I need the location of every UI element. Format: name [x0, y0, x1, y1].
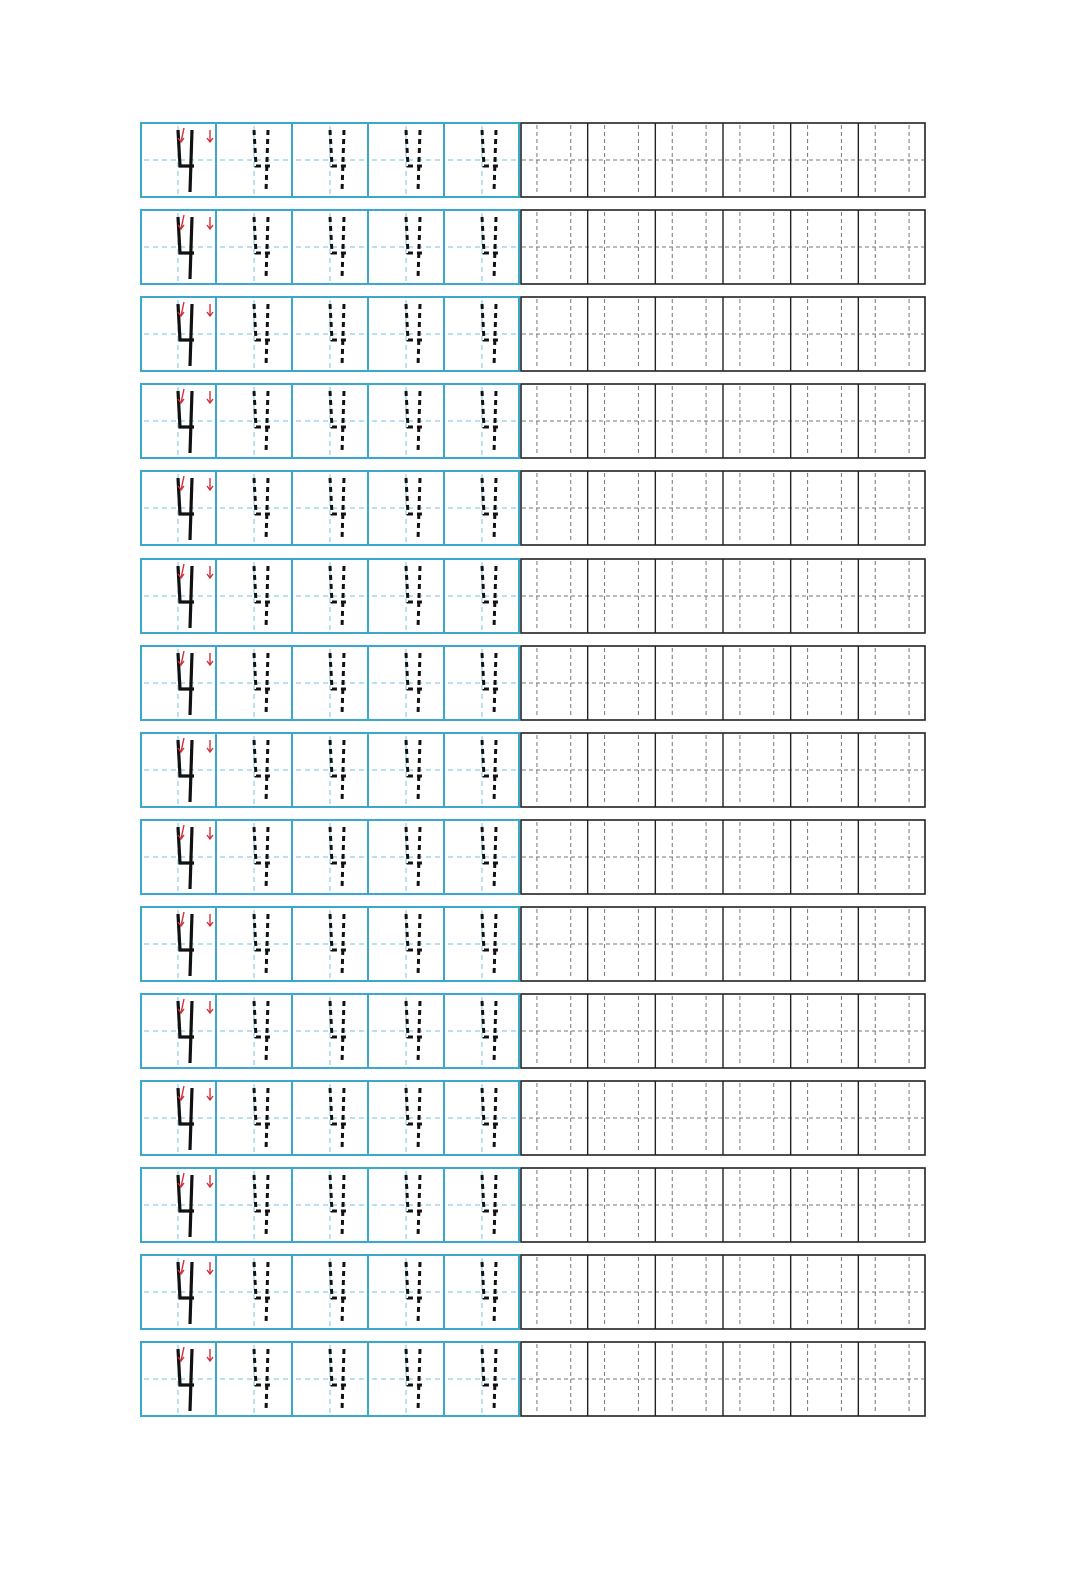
trace-cell[interactable]	[220, 1084, 288, 1152]
red-down-arrow-icon	[207, 566, 213, 578]
trace-digit-4	[254, 827, 270, 889]
trace-digit-4	[406, 653, 422, 715]
practice-row	[140, 819, 926, 895]
red-down-arrow-icon	[207, 1175, 213, 1187]
trace-digit-4	[254, 130, 270, 192]
model-cells	[140, 383, 520, 459]
trace-cell[interactable]	[448, 387, 516, 455]
model-cell	[144, 126, 213, 194]
trace-cell[interactable]	[296, 910, 364, 978]
practice-row	[140, 645, 926, 721]
trace-digit-4	[482, 130, 498, 192]
model-cell	[144, 823, 213, 891]
blank-writing-cells	[520, 819, 926, 895]
blank-writing-cells	[520, 645, 926, 721]
trace-digit-4	[482, 391, 498, 453]
trace-digit-4	[482, 566, 498, 628]
model-digit-4	[178, 1349, 194, 1411]
trace-digit-4	[254, 1088, 270, 1150]
model-cell	[144, 649, 213, 717]
model-digit-4	[178, 1175, 194, 1237]
trace-cell[interactable]	[296, 1345, 364, 1413]
model-cell	[144, 1258, 213, 1326]
trace-cell[interactable]	[448, 300, 516, 368]
model-cell	[144, 910, 213, 978]
trace-digit-4	[254, 1175, 270, 1237]
blank-writing-cells	[520, 1341, 926, 1417]
red-down-arrow-icon	[207, 653, 213, 665]
trace-digit-4	[330, 1262, 346, 1324]
trace-cell[interactable]	[220, 474, 288, 542]
model-digit-4	[178, 1088, 194, 1150]
model-cell	[144, 997, 213, 1065]
trace-cell[interactable]	[372, 649, 440, 717]
trace-cell[interactable]	[296, 300, 364, 368]
trace-cell[interactable]	[372, 213, 440, 281]
trace-cell[interactable]	[220, 300, 288, 368]
red-down-arrow-icon	[207, 391, 213, 403]
trace-digit-4	[330, 217, 346, 279]
blank-writing-cells	[520, 558, 926, 634]
trace-digit-4	[482, 304, 498, 366]
trace-cell[interactable]	[372, 474, 440, 542]
blank-writing-cells	[520, 1254, 926, 1330]
practice-row	[140, 558, 926, 634]
model-digit-4	[178, 478, 194, 540]
trace-digit-4	[254, 566, 270, 628]
model-cells	[140, 645, 520, 721]
practice-row	[140, 1341, 926, 1417]
trace-digit-4	[482, 740, 498, 802]
trace-cell[interactable]	[448, 1258, 516, 1326]
model-cell	[144, 1084, 213, 1152]
model-digit-4	[178, 827, 194, 889]
trace-digit-4	[482, 914, 498, 976]
model-cells	[140, 1341, 520, 1417]
practice-row	[140, 470, 926, 546]
trace-cell[interactable]	[448, 213, 516, 281]
trace-cell[interactable]	[372, 300, 440, 368]
trace-cell[interactable]	[448, 474, 516, 542]
blank-writing-cells	[520, 993, 926, 1069]
red-down-arrow-icon	[207, 740, 213, 752]
model-cells	[140, 819, 520, 895]
trace-digit-4	[254, 1262, 270, 1324]
model-cells	[140, 993, 520, 1069]
practice-row	[140, 209, 926, 285]
trace-digit-4	[330, 914, 346, 976]
trace-cell[interactable]	[372, 562, 440, 630]
trace-digit-4	[406, 391, 422, 453]
trace-cell[interactable]	[220, 562, 288, 630]
red-down-arrow-icon	[207, 1001, 213, 1013]
trace-digit-4	[330, 740, 346, 802]
trace-digit-4	[330, 1175, 346, 1237]
trace-cell[interactable]	[296, 823, 364, 891]
trace-digit-4	[406, 740, 422, 802]
trace-cell[interactable]	[296, 1084, 364, 1152]
trace-digit-4	[406, 130, 422, 192]
trace-cell[interactable]	[448, 126, 516, 194]
model-cell	[144, 474, 213, 542]
trace-digit-4	[482, 653, 498, 715]
trace-cell[interactable]	[296, 649, 364, 717]
trace-digit-4	[482, 1001, 498, 1063]
trace-digit-4	[406, 827, 422, 889]
trace-cell[interactable]	[372, 910, 440, 978]
red-down-arrow-icon	[207, 217, 213, 229]
trace-digit-4	[254, 1001, 270, 1063]
red-down-arrow-icon	[207, 130, 213, 142]
trace-digit-4	[254, 391, 270, 453]
model-digit-4	[178, 1001, 194, 1063]
trace-cell[interactable]	[372, 1171, 440, 1239]
trace-cell[interactable]	[448, 1345, 516, 1413]
model-digit-4	[178, 1262, 194, 1324]
red-down-arrow-icon	[207, 304, 213, 316]
trace-cell[interactable]	[220, 649, 288, 717]
model-cell	[144, 562, 213, 630]
practice-row	[140, 296, 926, 372]
trace-digit-4	[406, 914, 422, 976]
trace-cell[interactable]	[296, 736, 364, 804]
trace-digit-4	[254, 1349, 270, 1411]
practice-row	[140, 122, 926, 198]
trace-digit-4	[254, 217, 270, 279]
trace-cell[interactable]	[296, 126, 364, 194]
trace-digit-4	[330, 391, 346, 453]
trace-cell[interactable]	[220, 997, 288, 1065]
practice-row	[140, 1080, 926, 1156]
model-cells	[140, 122, 520, 198]
trace-cell[interactable]	[372, 126, 440, 194]
trace-digit-4	[406, 1088, 422, 1150]
trace-cell[interactable]	[296, 562, 364, 630]
blank-writing-cells	[520, 906, 926, 982]
model-cell	[144, 736, 213, 804]
trace-cell[interactable]	[220, 910, 288, 978]
trace-digit-4	[482, 1175, 498, 1237]
trace-digit-4	[330, 130, 346, 192]
trace-cell[interactable]	[220, 1258, 288, 1326]
trace-digit-4	[330, 1001, 346, 1063]
trace-digit-4	[406, 566, 422, 628]
trace-cell[interactable]	[296, 387, 364, 455]
trace-digit-4	[482, 478, 498, 540]
red-down-arrow-icon	[207, 1088, 213, 1100]
model-cells	[140, 1254, 520, 1330]
blank-writing-cells	[520, 1080, 926, 1156]
trace-cell[interactable]	[220, 736, 288, 804]
trace-digit-4	[482, 827, 498, 889]
model-digit-4	[178, 304, 194, 366]
trace-cell[interactable]	[220, 823, 288, 891]
trace-cell[interactable]	[372, 1345, 440, 1413]
model-cells	[140, 558, 520, 634]
blank-writing-cells	[520, 296, 926, 372]
trace-cell[interactable]	[448, 649, 516, 717]
trace-cell[interactable]	[296, 213, 364, 281]
model-cells	[140, 906, 520, 982]
model-digit-4	[178, 391, 194, 453]
practice-row	[140, 383, 926, 459]
trace-digit-4	[330, 566, 346, 628]
red-down-arrow-icon	[207, 478, 213, 490]
trace-digit-4	[406, 1001, 422, 1063]
trace-digit-4	[254, 304, 270, 366]
trace-cell[interactable]	[220, 387, 288, 455]
trace-cell[interactable]	[448, 910, 516, 978]
trace-digit-4	[254, 478, 270, 540]
trace-digit-4	[254, 653, 270, 715]
trace-cell[interactable]	[296, 1258, 364, 1326]
blank-writing-cells	[520, 1167, 926, 1243]
model-cells	[140, 296, 520, 372]
trace-digit-4	[406, 478, 422, 540]
trace-digit-4	[482, 1349, 498, 1411]
model-cell	[144, 387, 213, 455]
trace-cell[interactable]	[372, 1258, 440, 1326]
blank-writing-cells	[520, 732, 926, 808]
trace-digit-4	[254, 914, 270, 976]
trace-cell[interactable]	[296, 1171, 364, 1239]
model-digit-4	[178, 217, 194, 279]
trace-digit-4	[406, 217, 422, 279]
trace-digit-4	[254, 740, 270, 802]
model-cell	[144, 213, 213, 281]
trace-cell[interactable]	[372, 823, 440, 891]
model-cells	[140, 470, 520, 546]
trace-digit-4	[330, 478, 346, 540]
trace-digit-4	[330, 653, 346, 715]
trace-cell[interactable]	[296, 997, 364, 1065]
trace-cell[interactable]	[372, 736, 440, 804]
trace-cell[interactable]	[220, 126, 288, 194]
trace-digit-4	[330, 1088, 346, 1150]
blank-writing-cells	[520, 383, 926, 459]
blank-writing-cells	[520, 470, 926, 546]
trace-cell[interactable]	[372, 997, 440, 1065]
practice-row	[140, 732, 926, 808]
model-digit-4	[178, 740, 194, 802]
model-cell	[144, 300, 213, 368]
red-down-arrow-icon	[207, 827, 213, 839]
trace-cell[interactable]	[372, 387, 440, 455]
red-down-arrow-icon	[207, 1262, 213, 1274]
practice-row	[140, 906, 926, 982]
model-cells	[140, 732, 520, 808]
trace-cell[interactable]	[448, 562, 516, 630]
trace-cell[interactable]	[448, 823, 516, 891]
practice-row	[140, 1254, 926, 1330]
trace-digit-4	[330, 1349, 346, 1411]
trace-cell[interactable]	[448, 997, 516, 1065]
red-down-arrow-icon	[207, 914, 213, 926]
trace-cell[interactable]	[220, 1171, 288, 1239]
model-digit-4	[178, 130, 194, 192]
model-cells	[140, 1080, 520, 1156]
practice-row	[140, 1167, 926, 1243]
trace-cell[interactable]	[220, 1345, 288, 1413]
trace-digit-4	[482, 217, 498, 279]
blank-writing-cells	[520, 122, 926, 198]
trace-digit-4	[406, 1262, 422, 1324]
trace-digit-4	[330, 827, 346, 889]
practice-row	[140, 993, 926, 1069]
model-cell	[144, 1345, 213, 1413]
model-cells	[140, 1167, 520, 1243]
trace-cell[interactable]	[220, 213, 288, 281]
trace-digit-4	[406, 1175, 422, 1237]
trace-cell[interactable]	[448, 736, 516, 804]
trace-digit-4	[482, 1088, 498, 1150]
red-down-arrow-icon	[207, 1349, 213, 1361]
model-cell	[144, 1171, 213, 1239]
blank-writing-cells	[520, 209, 926, 285]
model-digit-4	[178, 914, 194, 976]
model-digit-4	[178, 566, 194, 628]
trace-cell[interactable]	[296, 474, 364, 542]
trace-cell[interactable]	[448, 1171, 516, 1239]
trace-digit-4	[406, 1349, 422, 1411]
trace-digit-4	[482, 1262, 498, 1324]
model-digit-4	[178, 653, 194, 715]
trace-digit-4	[406, 304, 422, 366]
model-cells	[140, 209, 520, 285]
trace-digit-4	[330, 304, 346, 366]
trace-cell[interactable]	[448, 1084, 516, 1152]
trace-cell[interactable]	[372, 1084, 440, 1152]
